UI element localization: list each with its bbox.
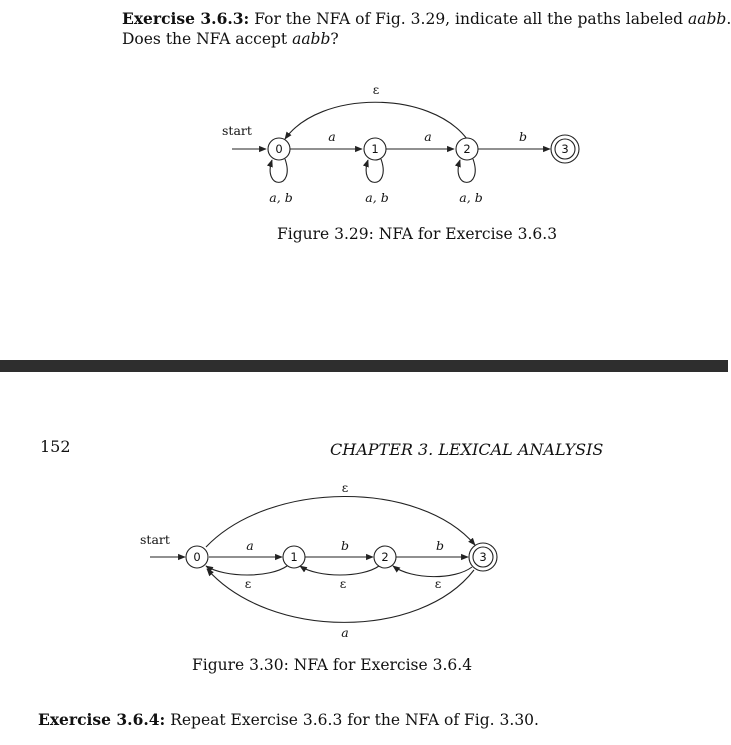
fig329-edge-0-1-label: a [328,129,336,144]
figure-329-diagram [222,82,579,205]
fig330-state-3-label: 3 [479,550,487,564]
fig329-state-3-label: 3 [561,142,569,156]
page-divider [0,360,728,372]
fig330-state-1-label: 1 [290,550,298,564]
fig329-state-2-label: 2 [463,142,471,156]
fig329-loop-2 [458,159,475,182]
page-number: 152 [40,437,71,456]
fig330-bottom-label: a [341,625,349,640]
fig330-eps-1-0 [206,566,287,575]
fig330-state-0-label: 0 [193,550,201,564]
fig329-epsilon-label: ε [372,82,380,97]
exercise-3-6-3-word1: aabb [688,10,727,28]
exercise-3-6-3-word2: aabb [292,30,331,48]
fig329-loop-0-label: a, b [269,190,293,205]
exercise-3-6-3-label: Exercise 3.6.3: [122,9,250,28]
fig330-edge-1-2-label: b [340,538,350,553]
fig329-loop-1 [366,159,383,182]
fig329-edge-2-3-label: b [518,129,528,144]
exercise-3-6-3-line1-end: . [726,10,731,28]
fig329-state-0-label: 0 [275,142,283,156]
exercise-3-6-4-text [38,710,539,730]
fig329-state-1-label: 1 [371,142,379,156]
fig330-top-label: ε [341,480,349,495]
fig329-edge-1-2-label: a [424,129,432,144]
exercise-3-6-3-line2: Does the NFA accept [122,30,293,48]
fig329-loop-2-label: a, b [459,190,483,205]
fig329-loop-0 [270,159,287,182]
exercise-3-6-4-label: Exercise 3.6.4: [38,710,166,729]
fig330-eps-3-2 [393,566,472,577]
figure-329-caption: Figure 3.29: NFA for Exercise 3.6.3 [277,225,558,243]
exercise-3-6-3-line1: For the NFA of Fig. 3.29, indicate all the paths labeled [254,10,689,28]
fig329-start-label: start [222,123,252,138]
chapter-header: CHAPTER 3. LEXICAL ANALYSIS [330,440,604,459]
fig330-eps-2-1 [300,566,379,575]
fig330-eps-2-1-label: ε [339,576,347,591]
fig330-edge-0-1-label: a [246,538,254,553]
fig330-state-2-label: 2 [381,550,389,564]
figure-330-caption: Figure 3.30: NFA for Exercise 3.6.4 [192,656,473,674]
figure-330-diagram [140,480,497,640]
fig330-eps-3-2-label: ε [434,576,442,591]
exercise-3-6-4-body: Repeat Exercise 3.6.3 for the NFA of Fig. 3.30. [170,711,539,729]
exercise-3-6-3-line2-end: ? [330,30,339,48]
fig329-loop-1-label: a, b [365,190,389,205]
fig330-start-label: start [140,532,170,547]
fig330-edge-2-3-label: b [435,538,445,553]
fig330-eps-1-0-label: ε [244,576,252,591]
fig329-epsilon-arc [285,102,467,139]
